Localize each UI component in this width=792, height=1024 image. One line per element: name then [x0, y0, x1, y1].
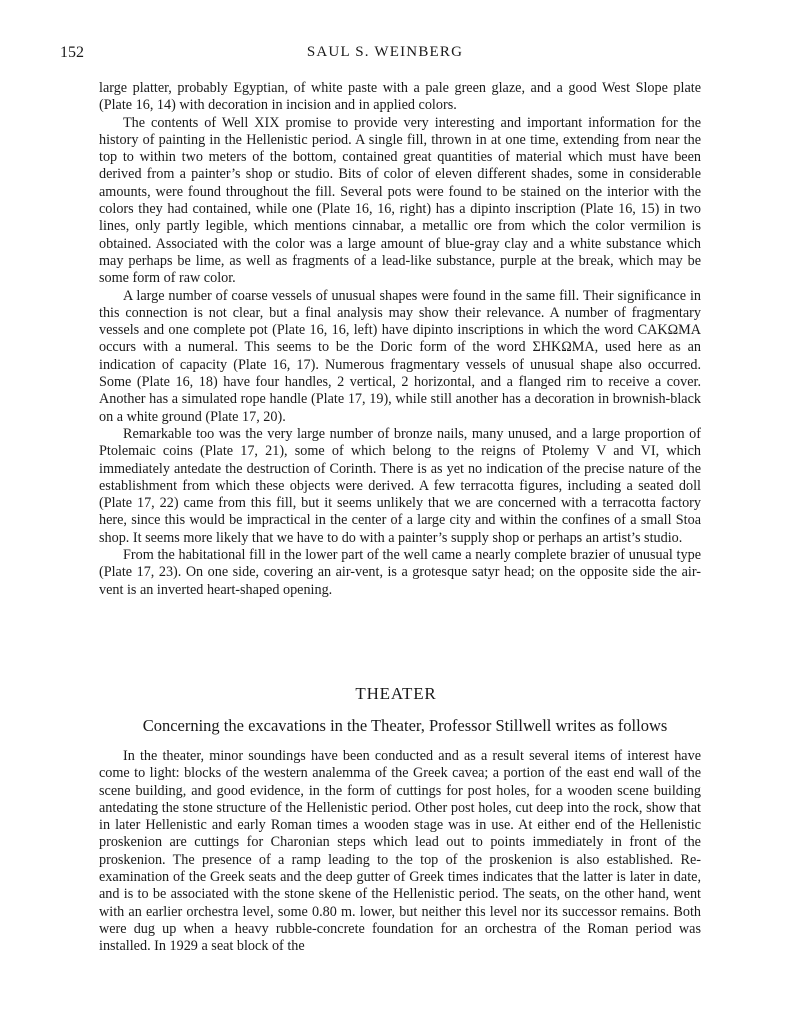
theater-text — [99, 748, 701, 956]
page-number: 152 — [60, 44, 84, 61]
paragraph: In the theater, minor soundings have been conducted and as a result several items of interest have come to light: blocks of the western analemma of the Greek cavea; a portion of the east end wall of the scene building, and good evidence, in the form of cuttings for post holes, for a wooden scene building antedating the stone structure of the Hellenistic period. Other post holes, cut deep into the rock, show that in later Hellenistic and early Roman times a wooden stage was in use. At either end of the Hellenistic proskenion are cuttings for Charonian steps which lead out to points immediately in front of the proskenion. The presence of a ramp leading to the top of the proskenion is also established. Re-examination of the Greek seats and the deep gutter of Greek times indicates that the latter is later in date, and is to be associated with the stone skene of the Hellenistic period. The seats, on the other hand, went with an earlier orchestra level, some 0.80 m. lower, but neither this level nor its successor remains. Both were dug up when a heavy rubble-concrete foundation for an orchestra of the Roman period was installed. In 1929 a seat block of the — [99, 748, 701, 955]
paragraph: A large number of coarse vessels of unusual shapes were found in the same fill. Their significance in this connection is not clear, but a final analysis may show their relevance. A number of fragmentary vessels and one complete pot (Plate 16, 16, left) have dipinto inscriptions in which the word CAKΩMA occurs with a numeral. This seems to be the Doric form of the word ΣΗΚΩΜΑ, used here as an indication of capacity (Plate 16, 17). Numerous fragmentary vessels of unusual shape also occurred. Some (Plate 16, 18) have four handles, 2 vertical, 2 horizontal, and a flanged rim to receive a cover. Another has a simulated rope handle (Plate 17, 19), while still another has a decoration in brownish-black on a white ground (Plate 17, 20). — [99, 287, 701, 425]
paragraph: large platter, probably Egyptian, of white paste with a pale green glaze, and a good West Slope plate (Plate 16, 14) with decoration in incision and in applied colors. — [99, 80, 701, 114]
section-subheading: Concerning the excavations in the Theater, Professor Stillwell writes as follows — [142, 716, 668, 735]
well-xix-text — [99, 80, 701, 599]
paragraph: Remarkable too was the very large number of bronze nails, many unused, and a large proportion of Ptolemaic coins (Plate 17, 21), some of which belong to the reigns of Ptolemy V and VI, which immediately antedate the destruction of Corinth. There is as yet no indication of the precise nature of the establishment from which these objects were derived. A few terracotta figures, including a seated doll (Plate 17, 22) came from this fill, but it seems unlikely that we are concerned with a terracotta factory here, since this would be impractical in the center of a large city and within the confines of a small Stoa shop. It seems more likely that we have to do with a painter’s supply shop or perhaps an artist’s studio. — [99, 425, 701, 546]
running-head: SAUL S. WEINBERG — [306, 44, 464, 60]
paragraph: The contents of Well XIX promise to provide very interesting and important information for the history of painting in the Hellenistic period. A single fill, thrown in at one time, extending from near the top to within two meters of the bottom, contained great quantities of material which must have been derived from a painter’s shop or studio. Bits of color of eleven different shades, some in considerable amounts, were found throughout the fill. Several pots were found to be stained on the interior with the colors they had contained, while one (Plate 16, 16, right) has a dipinto inscription (Plate 16, 15) in two lines, only partly legible, which mentions cinnabar, a metallic ore from which the color vermilion is obtained. Associated with the color was a large amount of blue-gray clay and a white substance which may perhaps be lime, as well as fragments of a lead-like substance, purple at the break, which may be some form of raw color. — [99, 114, 701, 287]
paragraph: From the habitational fill in the lower part of the well came a nearly complete brazier of unusual type (Plate 17, 23). On one side, covering an air-vent, is a grotesque satyr head; on the opposite side the air-vent is an inverted heart-shaped opening. — [99, 547, 701, 598]
section-heading: THEATER — [355, 684, 437, 703]
page-header — [60, 44, 710, 68]
